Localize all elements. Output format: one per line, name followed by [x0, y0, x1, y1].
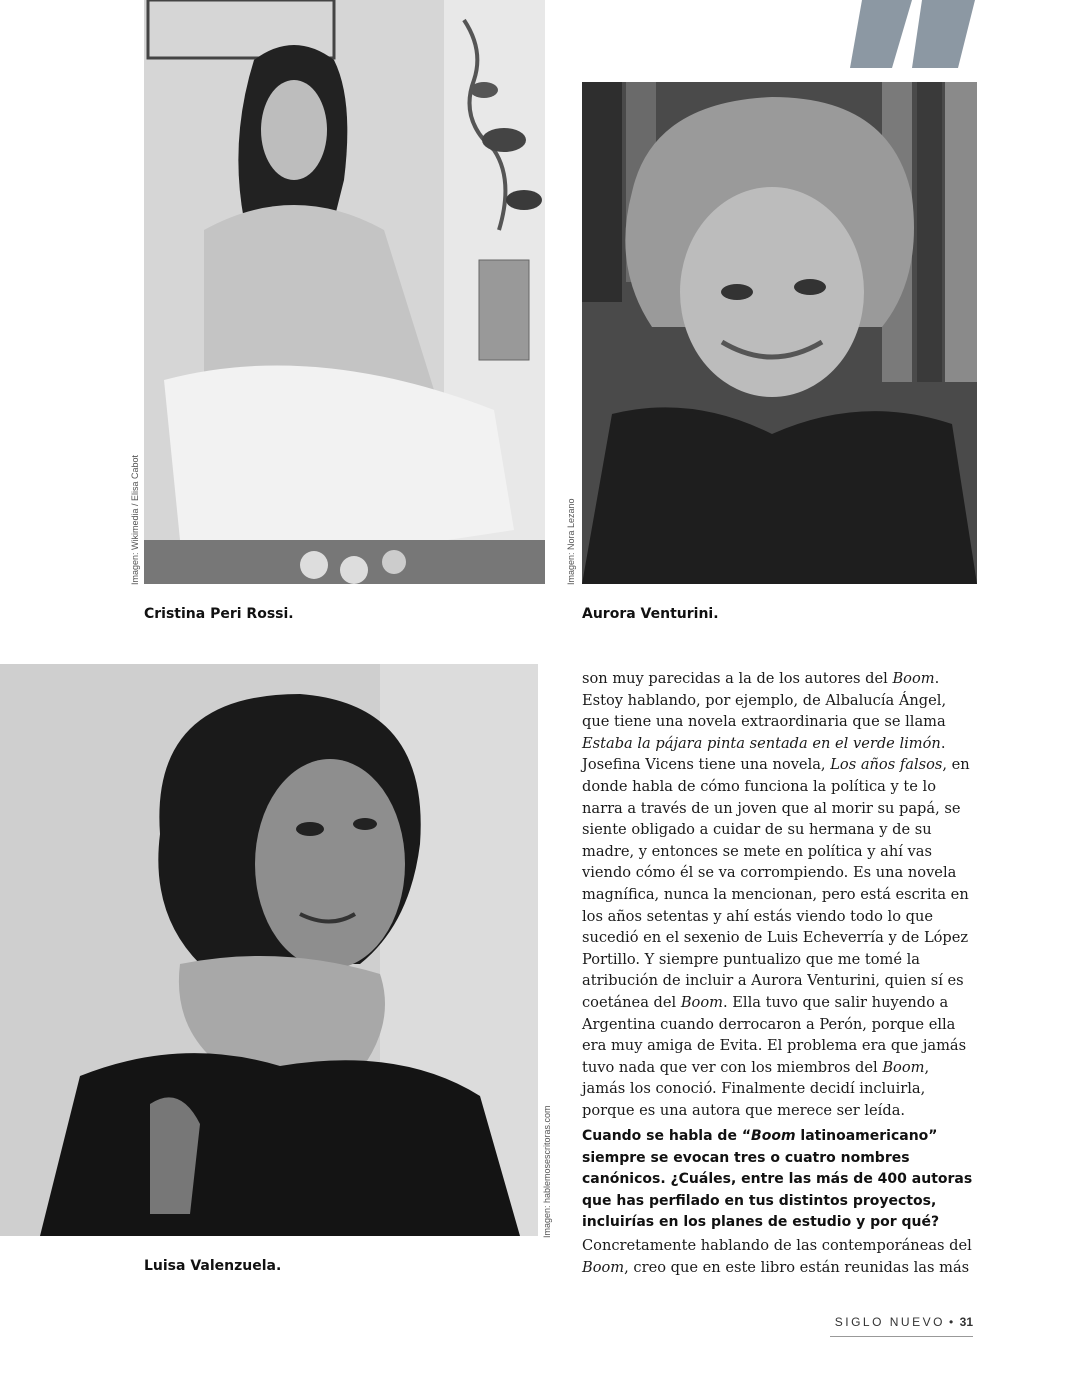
answer-run: Boom — [582, 1258, 625, 1276]
paragraph-run: . Ella tuvo que salir huyendo a Argentina cuando derrocaron a Perón, porque ella era muy amiga de Evita. El problema era que jamás tuvo nada que ver con los miembros del — [582, 993, 967, 1076]
photo-credit: Imagen: Wikimedia / Elisa Cabot — [130, 454, 140, 585]
question-run: latinoamericano” siempre se evocan tres o cuatro nombres canónicos. ¿Cuáles, entre las más de 400 autoras que has perfilado en tus distintos proyectos, incluirías en los planes de estudio y por qué? — [582, 1128, 973, 1231]
photo-credit: Imagen: Nora Lezano — [566, 498, 576, 585]
paragraph-run: Estaba la pájara pinta sentada en el verde limón — [582, 734, 941, 752]
page-number: 31 — [959, 1315, 973, 1329]
photo-caption: Aurora Venturini. — [582, 606, 719, 622]
paragraph-run: son muy parecidas a la de los autores del — [582, 670, 893, 687]
paragraph-run: . Estoy hablando, por ejemplo, de Albalucía Ángel, que tiene una novela extraordinaria que se llama — [582, 670, 947, 731]
photo-caption: Cristina Peri Rossi. — [144, 606, 294, 622]
question-run: Boom — [751, 1128, 796, 1144]
photo-credit: Imagen: hablemosescritoras.com — [542, 1105, 552, 1238]
photo-luisa-valenzuela — [0, 664, 538, 1236]
magazine-name: SIGLO NUEVO — [834, 1315, 945, 1329]
footer-separator: • — [948, 1315, 956, 1329]
photo-aurora-venturini — [582, 82, 977, 584]
paragraph-run: , en donde habla de cómo funciona la política y te lo narra a través de un joven que al morir su papá, se siente obligado a cuidar de su hermana y de su madre, y entonces se mete en política y ahí vas viendo cómo él se va corrompiendo. Es una novela magnífica, nunca la mencionan, pero está escrita en los años setentas y ahí estás viendo todo lo que sucedió en el sexenio de Luis Echeverría y de López Portillo. Y siempre puntualizo que me tomé la atribución de incluir a Aurora Venturini, quien sí es coetánea del — [582, 756, 970, 1011]
paragraph-run: Los años falsos — [830, 756, 943, 774]
paragraph-run: Boom — [892, 670, 935, 687]
answer-paragraph — [582, 1235, 974, 1278]
answer-run: Concretamente hablando de las contemporáneas del — [582, 1237, 972, 1254]
paragraph-run: . Josefina Vicens tiene una novela, — [582, 734, 946, 774]
quote-mark-decoration — [850, 0, 975, 68]
paragraph-run: Boom — [882, 1058, 925, 1076]
paragraph-run: , jamás los conoció. Finalmente decidí incluirla, porque es una autora que merece ser leída. — [582, 1058, 930, 1119]
interview-question — [582, 1126, 974, 1234]
article-paragraph — [582, 668, 974, 1121]
photo-caption: Luisa Valenzuela. — [144, 1258, 282, 1274]
photo-cristina-peri-rossi — [144, 0, 545, 584]
question-run: Cuando se habla de “ — [582, 1128, 752, 1144]
footer-rule — [830, 1336, 973, 1337]
answer-run: , creo que en este libro están reunidas las más — [624, 1258, 970, 1276]
page-footer — [835, 1315, 973, 1329]
paragraph-run: Boom — [680, 993, 723, 1011]
